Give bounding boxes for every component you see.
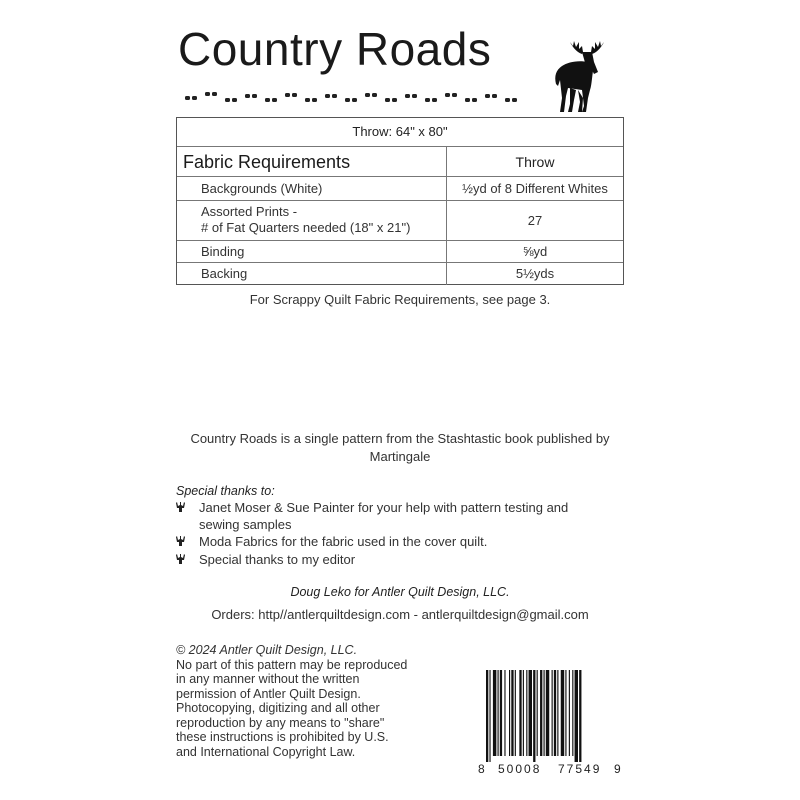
row-item: Backgrounds (White) [201, 181, 323, 196]
thanks-text: Moda Fabrics for the fabric used in the cover quilt. [199, 534, 488, 549]
table-row [177, 240, 623, 263]
barcode-digit: 8 [478, 762, 485, 776]
requirements-heading: Fabric Requirements [183, 152, 351, 172]
barcode-bar [579, 670, 581, 762]
copyright-notice-line: permission of Antler Quilt Design. [176, 686, 361, 701]
copyright-notice-line: No part of this pattern may be reproduced [176, 657, 408, 672]
barcode-bar [523, 670, 524, 756]
scrappy-note: For Scrappy Quilt Fabric Requirements, see page 3. [249, 292, 551, 307]
barcode-bar [519, 670, 521, 756]
row-item: Assorted Prints - [201, 204, 298, 219]
barcode-bar [554, 670, 556, 756]
barcode-bars [478, 670, 626, 762]
row-amount: ½yd of 8 Different Whites [462, 181, 608, 196]
barcode [478, 670, 626, 778]
barcode-bar [546, 670, 549, 756]
row-item: Binding [201, 244, 245, 259]
barcode-digit-group: 77549 [558, 762, 602, 776]
thanks-text: Janet Moser & Sue Painter for your help with pattern testing and [199, 500, 569, 515]
thanks-heading: Special thanks to: [176, 484, 275, 498]
row-item-detail: # of Fat Quarters needed (18" x 21") [201, 220, 411, 235]
barcode-bar [500, 670, 502, 756]
thanks-text: Special thanks to my editor [199, 552, 356, 567]
barcode-bar [493, 670, 496, 756]
row-amount: 27 [527, 213, 543, 228]
book-note-line: Country Roads is a single pattern from the Stashtastic book published by [190, 431, 610, 446]
barcode-bar [561, 670, 564, 756]
thanks-text: sewing samples [199, 517, 292, 532]
barcode-bar [537, 670, 538, 756]
size-caption-row [177, 118, 623, 146]
barcode-digit: 9 [614, 762, 621, 776]
barcode-bar [511, 670, 513, 756]
table-header-row [177, 146, 623, 177]
list-item [176, 499, 616, 533]
list-item [176, 551, 616, 568]
barcode-bar [572, 670, 573, 756]
barcode-bar [526, 670, 527, 756]
size-caption: Throw: 64" x 80" [352, 124, 448, 139]
table-row [177, 200, 623, 241]
copyright-notice-line: Photocopying, digitizing and all other [176, 701, 380, 715]
moose-silhouette-icon [548, 40, 624, 114]
table-row [177, 176, 623, 201]
barcode-bar [565, 670, 566, 756]
row-amount: ⅝yd [522, 244, 548, 259]
copyright-block [176, 643, 436, 759]
page-title: Country Roads [178, 23, 492, 75]
barcode-bar [509, 670, 510, 756]
barcode-bar [557, 670, 558, 756]
antler-bullet-icon [176, 502, 185, 512]
barcode-bar [529, 670, 532, 756]
barcode-bar [575, 670, 578, 762]
barcode-bar [552, 670, 553, 756]
hoof-track-icon [185, 92, 525, 106]
barcode-bar [569, 670, 570, 756]
barcode-bar [504, 670, 505, 756]
table-row [177, 262, 623, 285]
row-amount: 5½yds [515, 266, 555, 281]
barcode-bar [533, 670, 535, 762]
barcode-bar [544, 670, 545, 756]
list-item [176, 533, 616, 550]
barcode-bar [489, 670, 490, 762]
orders-line: Orders: http//antlerquiltdesign.com - antlerquiltdesign@gmail.com [211, 607, 589, 622]
barcode-bar [486, 670, 488, 762]
barcode-bar [498, 670, 499, 756]
copyright-notice-line: reproduction by any means to "share" [176, 715, 385, 730]
barcode-bar [515, 670, 516, 756]
antler-bullet-icon [176, 554, 185, 564]
copyright-line: © 2024 Antler Quilt Design, LLC. [176, 643, 358, 657]
copyright-notice-line: and International Copyright Law. [176, 744, 356, 759]
barcode-digit-group: 50008 [498, 762, 542, 776]
size-column-header: Throw [515, 154, 555, 170]
book-note-line: Martingale [369, 449, 431, 464]
barcode-bar [540, 670, 542, 756]
book-note [150, 430, 650, 466]
designer-credit: Doug Leko for Antler Quilt Design, LLC. [290, 585, 510, 599]
copyright-notice-line: these instructions is prohibited by U.S. [176, 730, 389, 744]
copyright-notice-line: in any manner without the written [176, 672, 360, 686]
antler-bullet-icon [176, 536, 185, 546]
fabric-requirements-table [176, 117, 624, 285]
row-item: Backing [201, 266, 248, 281]
